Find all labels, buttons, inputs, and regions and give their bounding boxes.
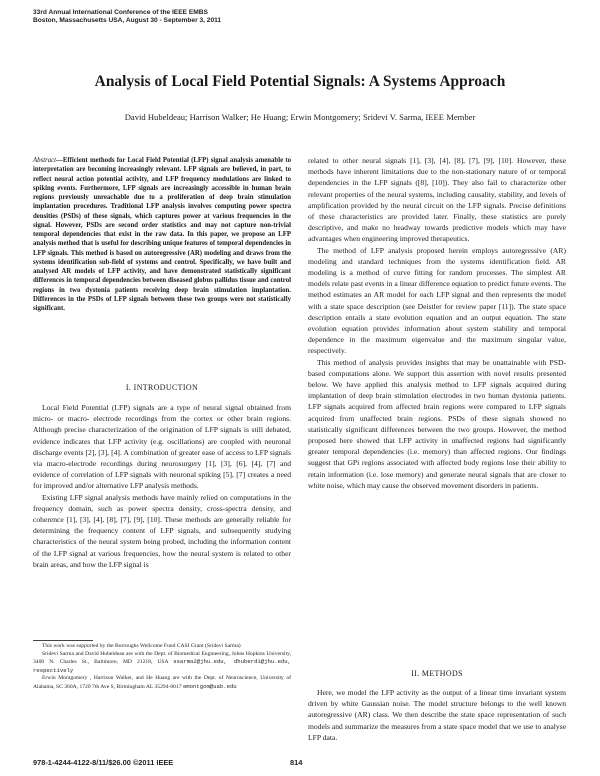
right-paragraph-1: related to other neural signals [1], [3], [4], [8], [7], [9], [10]. However, these methods have inherent limitations due to the non-stationary nature of or temporal dependencies in the LFP signals ([8], [10]). They also fail to characterize other relevant properties of the neural systems, including causality, stability, and levels of amplification provided by the neural circuit on the LFP signals. Precise definitions of these characteristics are provided later. Finally, these statistics are purely descriptive, and make no headway towards predictive models which may have advantages when engineering improved therapeutics. xyxy=(308,156,566,244)
introduction-paragraph-2: Existing LFP signal analysis methods have mainly relied on computations in the frequency domain, such as power spectra density, cross-spectra density, and coherence [1], [3], [4], [8], [7], [9], [10]. These methods are generally reliable for determining the frequency content of LFP signals, and subsequently studying characteristics of the neural system being probed, including the information content of the LFP signal at various frequencies, how the neural system is related to other brain areas, and how the LFP signal is xyxy=(33,492,291,569)
methods-section xyxy=(308,687,566,743)
respectively-text: respectively xyxy=(33,666,74,674)
page-number: 814 xyxy=(290,758,303,767)
email-2: emontgom@uab.edu xyxy=(182,682,237,690)
email-1: ssarma2@jhu.edu, dhuberd1@jhu.edu, xyxy=(173,658,292,666)
conference-header xyxy=(33,9,221,26)
affiliation-1-text: Sridevi Sarma and David Hubeldeau are with the Dept. of Biomedical Engineering, Johns Hopkins University, 3400 N. Charles St., Baltimore, MD 21218, USA xyxy=(33,650,291,666)
introduction-paragraph-1: Local Field Potential (LFP) signals are a type of neural signal obtained from micro- or macro- electrode recordings from the cortex or other brain regions. Although precise characterization of the origination of LFP signals is still debated, evidence indicates that LFP activity (e.g. oscillations) are coupled with neuronal discharge events [2], [3], [4]. A combination of greater ease of access to LFP signals via macro-electrode recordings during neurosurgery [1], [3], [6], [4], [7] and evidence of correlation of LFP signals with neuronal spiking [5], [7] creates a need for improved and/or alternative LFP analysis methods. xyxy=(33,403,291,491)
footnote-affiliation-1 xyxy=(33,651,291,676)
right-paragraph-3: This method of analysis provides insights that may be unattainable with PSD-based computations alone. We support this assertion with novel results presented below. We have applied this analysis method to LFP signals acquired during implantation of deep brain stimulation electrodes in two human dystonia patients. LFP signals acquired from affected brain regions were compared to LFP signals acquired from unaffected brain regions. PSDs of these signals showed no statistically significant differences between the two groups. However, the method proposed here showed that LFP activity in unaffected regions had significantly greater temporal dependencies (i.e. memory) than affected regions. Our findings suggest that GPi regions associated with affected body regions lose their ability to retain information (i.e. lose memory) and generate neural signals that are closer to white noise, which may cause the observed movement disorders in patients. xyxy=(308,357,566,490)
conference-line-2: Boston, Massachusetts USA, August 30 - September 3, 2011 xyxy=(33,17,222,25)
methods-heading: II. METHODS xyxy=(411,669,463,678)
methods-paragraph-1: Here, we model the LFP activity as the output of a linear time invariant system driven by white Gaussian noise. The model structure belongs to the well known autoregressive (AR) class. We then describe the state space representation of such models and summarize the measures from a state space model that we use to analyse LFP data. xyxy=(308,688,566,742)
abstract xyxy=(33,156,291,313)
copyright-line: 978-1-4244-4122-8/11/$26.00 ©2011 IEEE xyxy=(33,758,174,767)
footnotes xyxy=(33,643,291,692)
footnote-support: This work was supported by the Burroughs Wellcome Fund CASI Grant (Sridevi Sarma) xyxy=(42,643,241,649)
author-list: David Hubeldeau; Harrison Walker; He Huang; Erwin Montgomery; Sridevi V. Sarma, IEEE Member xyxy=(124,112,476,122)
methods-heading-wrap xyxy=(308,669,566,678)
affiliation-2-text: Erwin Montgomery , Harrison Walker, and He Huang are with the Dept. of Neuroscience, University of Alabama, SC 360A, 1720 7th Ave S, Birmingham AL 35294-0017 xyxy=(33,675,291,690)
introduction-section xyxy=(33,402,291,570)
abstract-text: —Efficient methods for Local Field Potential (LFP) signal analysis amenable to interpretation are becoming increasingly relevant. LFP signals are believed, in part, to reflect neural action potential activity, and LFP frequency modulations are linked to spiking events. Furthermore, LFP signals are increasingly accessible in human brain regions previously unreachable due to a proliferation of deep brain stimulation implantation procedures. Traditional LFP analysis involves computing power spectra densities (PSDs) of these signals, which captures power at various frequencies in the signal. However, PSDs are second order statistics and may not capture non-trivial temporal dependencies that exist in the raw data. In this paper, we propose an LFP analysis method that is useful for describing unique features of temporal dependencies in LFP signals. This method is based on autoregressive (AR) modeling and draws from the systems identification sub-field of systems and control. Specifically, we have built and analysed AR models of LFP activity, and have demonstrated statistically significant differences in temporal dependencies between diseased globus pallidus tissue and control regions in two dystonia patients receiving deep brain stimulation implantation. Differences in the PSDs of LFP signals between these two groups were not statistically significant. xyxy=(33,157,291,312)
footnote-divider xyxy=(33,640,93,641)
right-paragraph-2: The method of LFP analysis proposed herein employs autoregressive (AR) modeling and standard techniques from the systems identification field. AR modeling is a method of curve fitting for random processes. The simplest AR models relate past events in a linear difference equation to predict future events. The method estimates an AR model for each LFP signal and then represents the model with a state space description (see Deistler for review paper [11]). The state space description entails a state evolution equation and an output equation. The state evolution equation provides information about system stability and temporal dependence in the maximum eigenvalue and the maximum singular value, respectively. xyxy=(308,245,566,356)
conference-line-1: 33rd Annual International Conference of the IEEE EMBS xyxy=(33,9,208,16)
footnote-affiliation-2 xyxy=(33,675,291,691)
introduction-heading-wrap xyxy=(33,383,291,392)
abstract-lead: Abstract xyxy=(33,157,57,164)
introduction-heading: I. INTRODUCTION xyxy=(125,383,199,392)
paper-title: Analysis of Local Field Potential Signals: A Systems Approach xyxy=(94,73,506,90)
right-column-text xyxy=(308,155,566,491)
